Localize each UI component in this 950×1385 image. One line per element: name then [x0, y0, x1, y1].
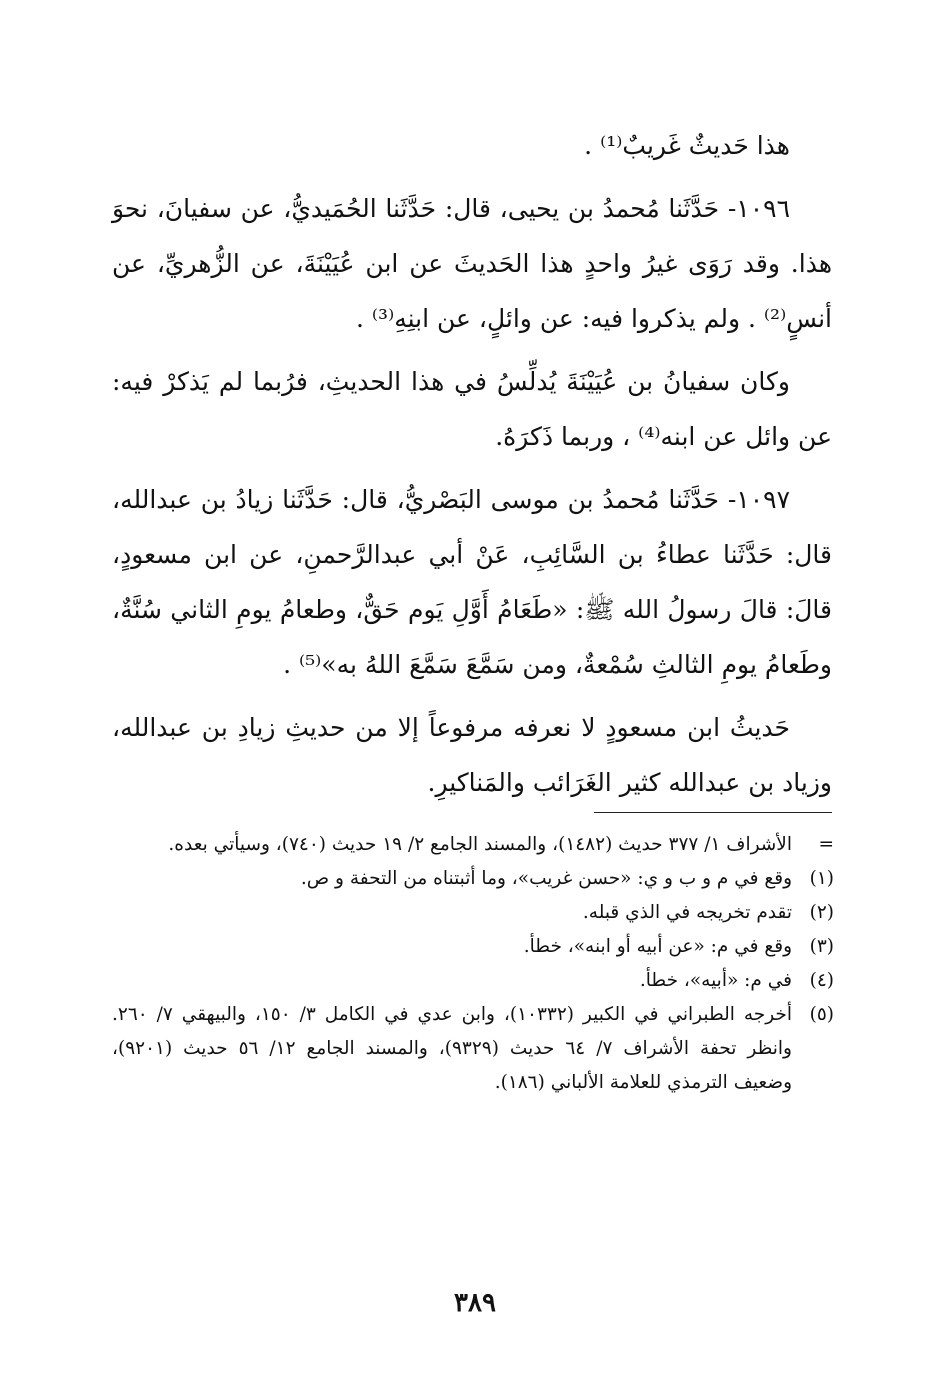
paragraph-commentary-2: حَديثُ ابن مسعودٍ لا نعرفه مرفوعاً إلا من حديثِ زيادِ بن عبدالله، وزياد بن عبدالله كثير الغَرَائب والمَناكيرِ. [112, 713, 832, 797]
footnote-1 [112, 862, 834, 896]
footnote-mark: (٤) [809, 970, 834, 991]
footnote-2 [112, 896, 834, 930]
footnote-text: الأشراف ١/ ٣٧٧ حديث (١٤٨٢)، والمسند الجامع ٢/ ١٩ حديث (٧٤٠)، وسيأتي بعده. [168, 834, 792, 855]
footnote-mark: (١) [809, 868, 834, 889]
paragraph-1: هذا حَديثٌ غَريبٌ⁽¹⁾ . [584, 131, 790, 160]
footnote-text: وقع في م: «عن أبيه أو ابنه»، خطأ. [523, 936, 792, 957]
footnote-mark: (٥) [809, 1004, 834, 1025]
paragraph-commentary-1: وكان سفيانُ بن عُيَيْنَةَ يُدلِّسُ في هذا الحديثِ، فرُبما لم يَذكرْ فيه: عن وائل عن ابنه⁽⁴⁾ ، وربما ذَكرَهُ. [112, 367, 832, 451]
footnotes-section [112, 828, 834, 1100]
main-text-block [112, 118, 832, 818]
footnote-text: تقدم تخريجه في الذي قبله. [582, 902, 792, 923]
footnote-continuation [112, 828, 834, 862]
footnote-text: وقع في م و ب و ي: «حسن غريب»، وما أثبتناه من التحفة و ص. [300, 868, 792, 889]
footnote-divider [594, 812, 832, 813]
footnote-mark: (٣) [809, 936, 834, 957]
footnote-3 [112, 930, 834, 964]
hadith-1097: ١٠٩٧- حَدَّثَنا مُحمدُ بن موسى البَصْريُّ، قال: حَدَّثَنا زيادُ بن عبدالله، قال: حَدَّثَنا عطاءُ بن السَّائِبِ، عَنْ أبي عبدالرَّحمنِ، عن ابن مسعودٍ، قالَ: قالَ رسولُ الله ﷺ: «طَعَامُ أَوَّلِ يَوم حَقٌّ، وطعامُ يومِ الثاني سُنَّةٌ، وطَعامُ يومِ الثالثِ سُمْعةٌ، ومن سَمَّعَ سَمَّعَ اللهُ به»⁽⁵⁾ . [112, 485, 832, 679]
footnote-text: في م: «أبيه»، خطأ. [639, 970, 792, 991]
footnote-text: أخرجه الطبراني في الكبير (١٠٣٣٢)، وابن عدي في الكامل ٣/ ١٥٠، والبيهقي ٧/ ٢٦٠. وانظر تحفة الأشراف ٧/ ٦٤ حديث (٩٣٢٩)، والمسند الجامع ١٢/ ٥٦ حديث (٩٢٠١)، وضعيف الترمذي للعلامة الألباني (١٨٦). [112, 1004, 792, 1093]
page-number: ٣٨٩ [454, 1288, 496, 1318]
footnote-mark: = [818, 834, 834, 855]
footnote-4 [112, 964, 834, 998]
hadith-1096: ١٠٩٦- حَدَّثَنا مُحمدُ بن يحيى، قال: حَدَّثَنا الحُمَيديُّ، عن سفيانَ، نحوَ هذا. وقد رَوَى غيرُ واحدٍ هذا الحَديثَ عن ابن عُيَيْنَةَ، عن الزُّهريِّ، عن أنسٍ⁽²⁾ . ولم يذكروا فيه: عن وائلٍ، عن ابنِهِ⁽³⁾ . [112, 194, 832, 333]
footnote-mark: (٢) [809, 902, 834, 923]
footnote-5 [112, 998, 834, 1100]
